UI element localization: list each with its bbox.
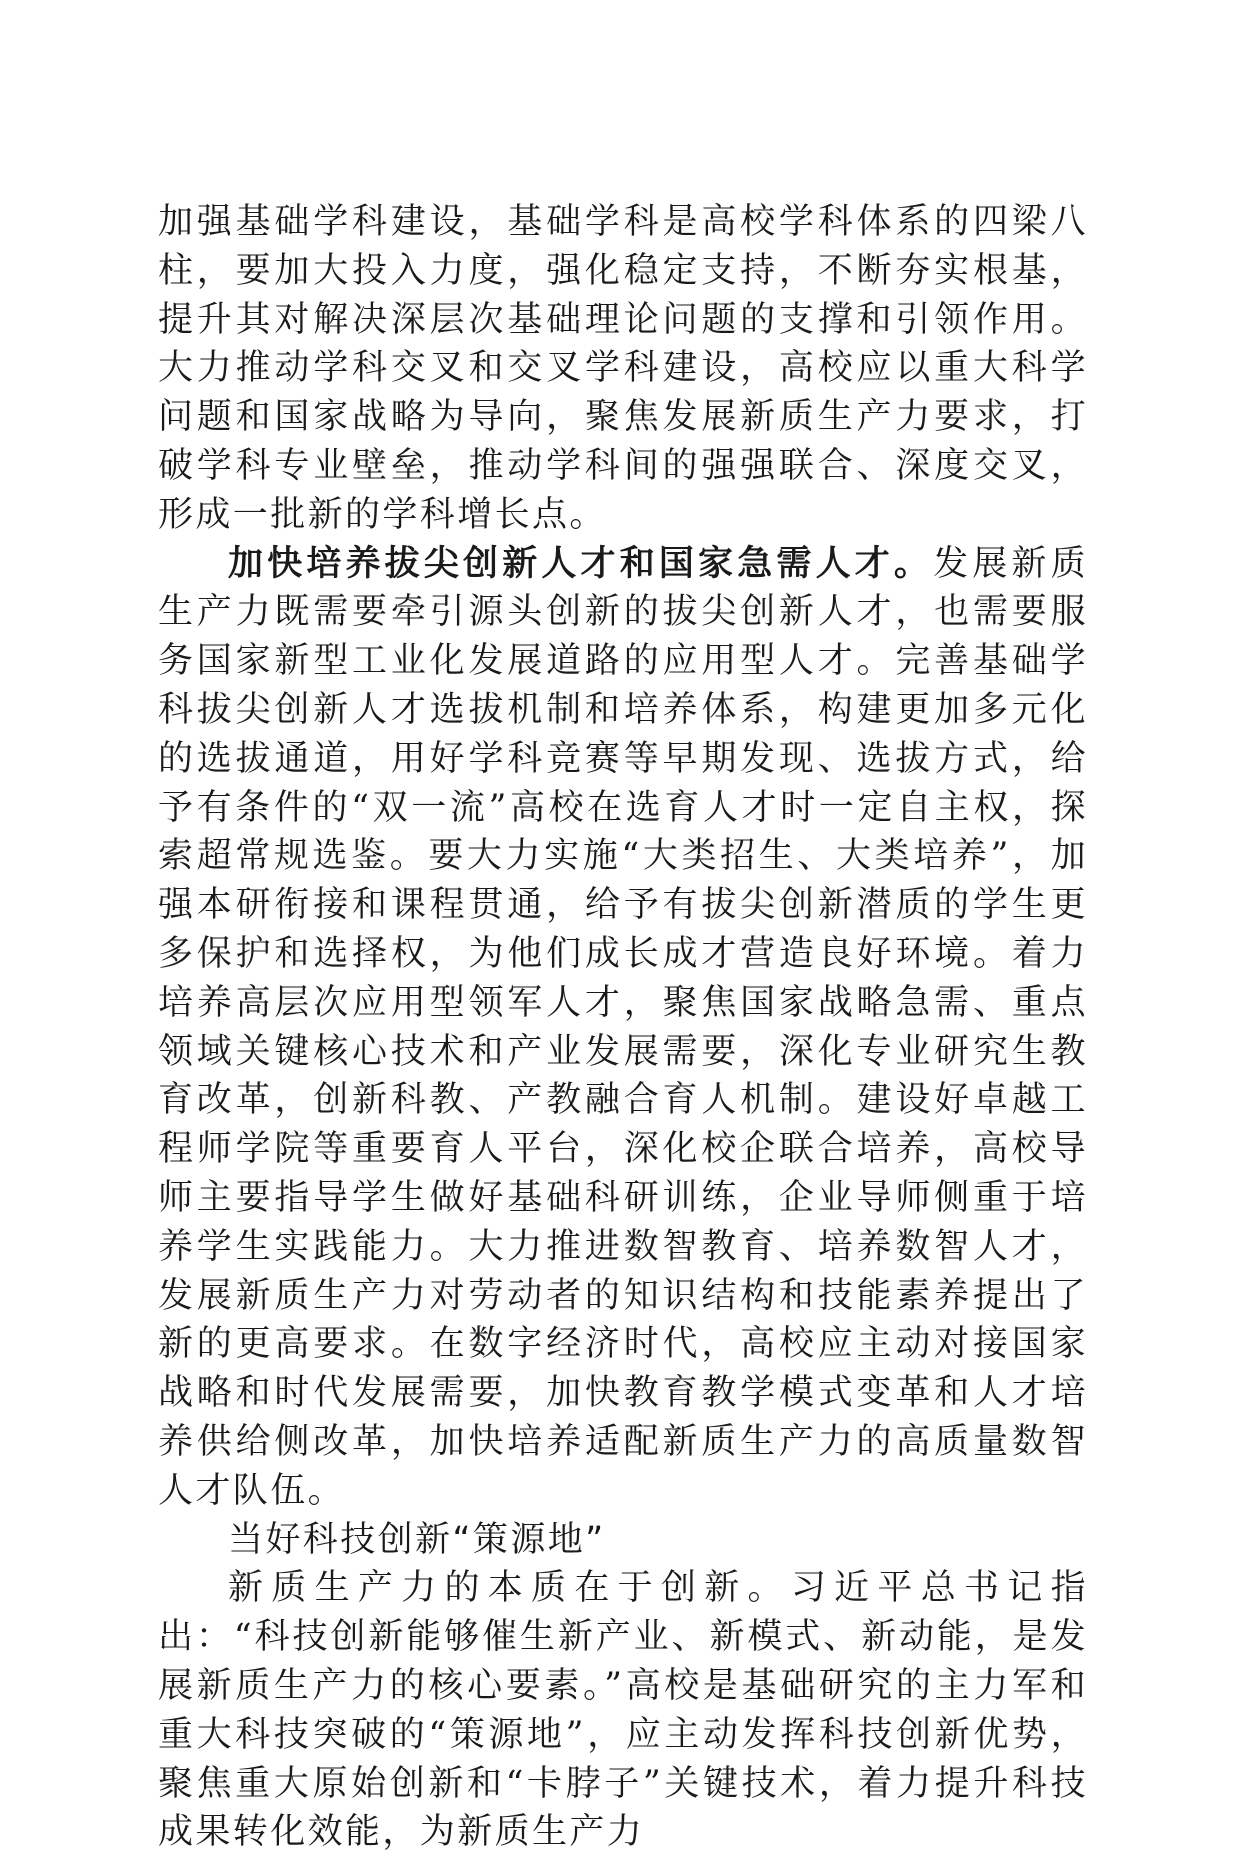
paragraph-body-text: 发展新质生产力既需要牵引源头创新的拔尖创新人才，也需要服务国家新型工业化发展道路的应用型人才。完善基础学科拔尖创新人才选拔机制和培养体系，构建更加多元化的选拔通道，用好学科竞赛等早期发现、选拔方式，给予有条件的“双一流”高校在选育人才时一定自主权，探索超常规选鉴。要大力实施“大类招生、大类培养”，加强本研衔接和课程贯通，给予有拔尖创新潜质的学生更多保护和选择权，为他们成长成才营造良好环境。着力培养高层次应用型领军人才，聚焦国家战略急需、重点领域关键核心技术和产业发展需要，深化专业研究生教育改革，创新科教、产教融合育人机制。建设好卓越工程师学院等重要育人平台，深化校企联合培养，高校导师主要指导学生做好基础科研训练，企业导师侧重于培养学生实践能力。大力推进数智教育、培养数智人才，发展新质生产力对劳动者的知识结构和技能素养提出了新的更高要求。在数字经济时代，高校应主动对接国家战略和时代发展需要，加快教育教学模式变革和人才培养供给侧改革，加快培养适配新质生产力的高质量数智人才队伍。 [158,543,1088,1511]
paragraph-innovation: 新质生产力的本质在于创新。习近平总书记指出：“科技创新能够催生新产业、新模式、新动能，是发展新质生产力的核心要素。”高校是基础研究的主力军和重大科技突破的“策源地”，应主动发挥科技创新优势，聚焦重大原始创新和“卡脖子”关键技术，着力提升科技成果转化效能，为新质生产力 [158,1568,1088,1853]
paragraph-basic-disciplines: 加强基础学科建设，基础学科是高校学科体系的四梁八柱，要加大投入力度，强化稳定支持，不断夯实根基，提升其对解决深层次基础理论问题的支撑和引领作用。大力推动学科交叉和交叉学科建设，高校应以重大科学问题和国家战略为导向，聚焦发展新质生产力要求，打破学科专业壁垒，推动学科间的强强联合、深度交叉，形成一批新的学科增长点。 [158,202,1088,535]
article-body [158,198,1088,1857]
paragraph-talent-cultivation [158,540,1088,1516]
section-heading: 当好科技创新“策源地” [228,1519,606,1560]
paragraph-lead-bold: 加快培养拔尖创新人才和国家急需人才。 [228,543,934,584]
